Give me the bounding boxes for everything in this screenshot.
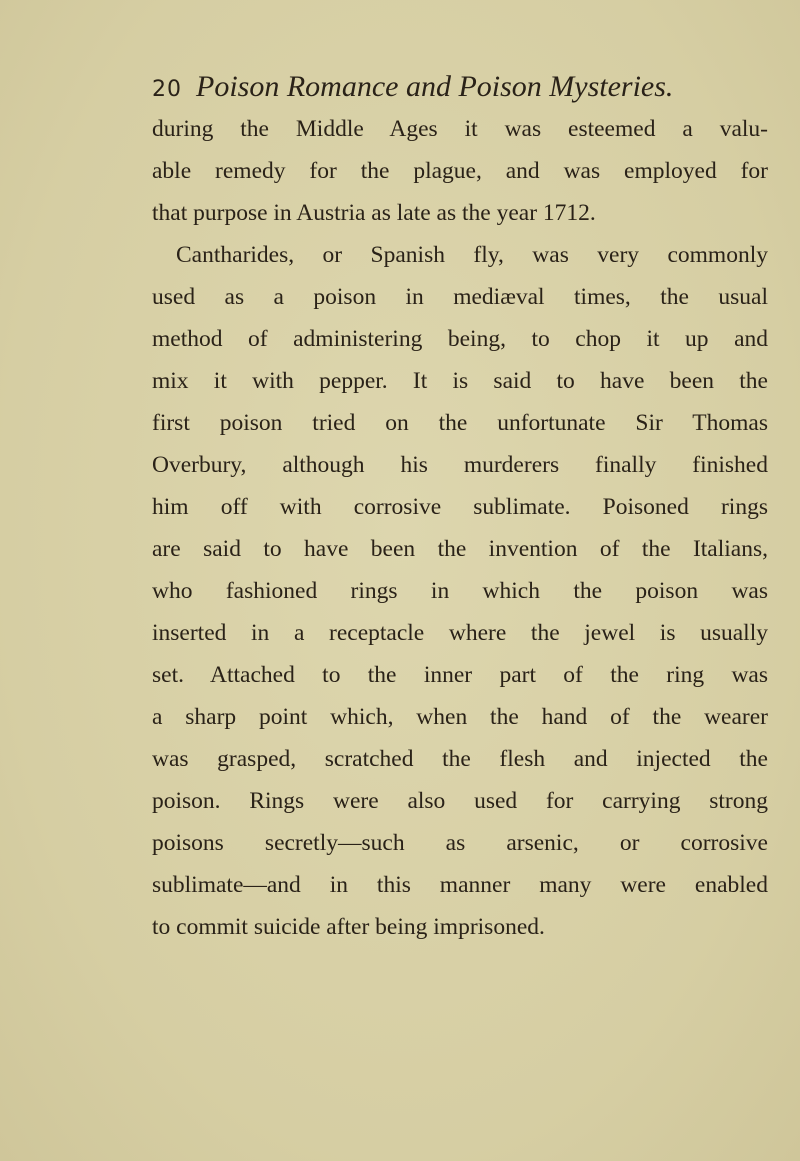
body-text — [152, 110, 768, 950]
text-line: poisons secretly—such as arsenic, or corrosive — [152, 830, 768, 856]
text-line: method of administering being, to chop it up and — [152, 326, 768, 352]
text-line: who fashioned rings in which the poison was — [152, 578, 768, 604]
text-line: to commit suicide after being imprisoned. — [152, 914, 545, 940]
text-line: first poison tried on the unfortunate Sir Thomas — [152, 410, 768, 436]
text-line: mix it with pepper. It is said to have been the — [152, 368, 768, 394]
text-line: Overbury, although his murderers finally finished — [152, 452, 768, 478]
running-header — [152, 70, 772, 106]
running-title: Poison Romance and Poison Mysteries. — [196, 70, 674, 103]
text-line: that purpose in Austria as late as the year 1712. — [152, 200, 596, 226]
text-line: inserted in a receptacle where the jewel is usually — [152, 620, 768, 646]
text-line: was grasped, scratched the flesh and injected the — [152, 746, 768, 772]
text-line: able remedy for the plague, and was employed for — [152, 158, 768, 184]
text-line: are said to have been the invention of the Italians, — [152, 536, 768, 562]
text-line: during the Middle Ages it was esteemed a valu- — [152, 116, 768, 142]
page-number: 20 — [152, 77, 182, 102]
text-line: a sharp point which, when the hand of the wearer — [152, 704, 768, 730]
text-line: poison. Rings were also used for carrying strong — [152, 788, 768, 814]
text-line: Cantharides, or Spanish fly, was very commonly — [176, 242, 768, 268]
text-line: set. Attached to the inner part of the ring was — [152, 662, 768, 688]
text-line: him off with corrosive sublimate. Poisoned rings — [152, 494, 768, 520]
text-line: sublimate—and in this manner many were enabled — [152, 872, 768, 898]
text-line: used as a poison in mediæval times, the usual — [152, 284, 768, 310]
